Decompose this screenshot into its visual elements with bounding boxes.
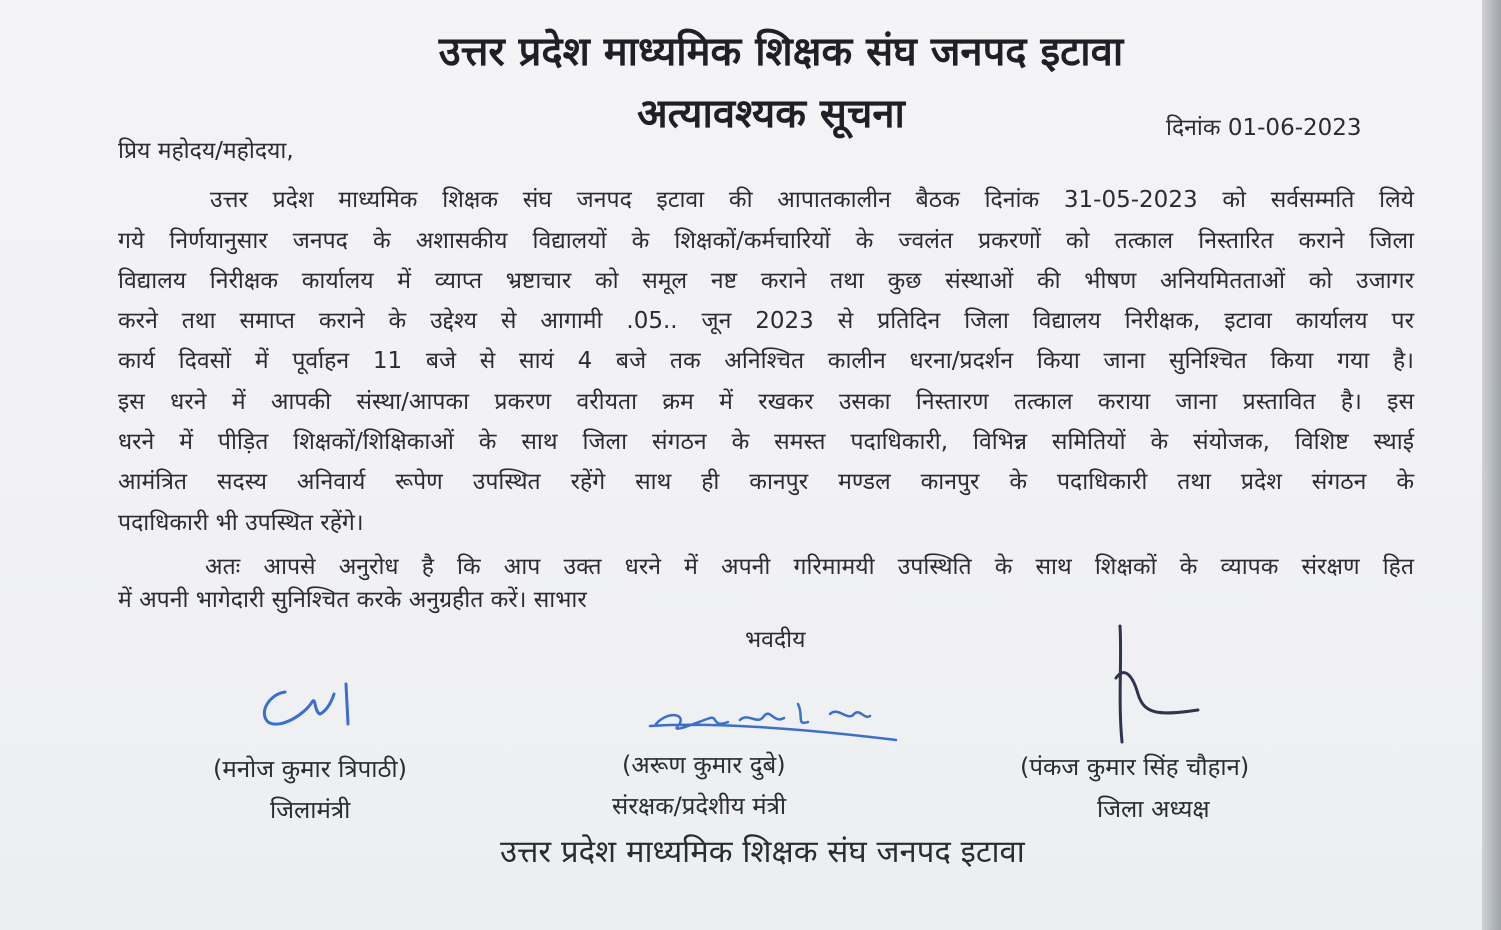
body-line: उत्तर प्रदेश माध्यमिक शिक्षक संघ जनपद इटावा की आपातकालीन बैठक दिनांक 31-05-2023 को सर्वसम्मति लिये (210, 187, 1414, 213)
signature-1 (250, 672, 380, 732)
notice-subtitle: अत्यावश्यक सूचना (637, 91, 905, 137)
body-line: गये निर्णयानुसार जनपद के अशासकीय विद्यालयों के शिक्षकों/कर्मचारियों के ज्वलंत प्रकरणों को तत्काल निस्तारित कराने जिला (118, 228, 1414, 254)
notice-date: दिनांक 01-06-2023 (1166, 115, 1362, 141)
signatory-name: (अरूण कुमार दुबे) (622, 751, 786, 779)
body-line: पदाधिकारी भी उपस्थित रहेंगे। (118, 510, 364, 536)
signature-2 (648, 692, 908, 747)
body-line: धरने में पीड़ित शिक्षकों/शिक्षिकाओं के साथ जिला संगठन के समस्त पदाधिकारी, विभिन्न समितियों के संयोजक, विशिष्ट स्थाई (118, 429, 1414, 455)
paper-edge (1482, 0, 1501, 930)
body-line: आमंत्रित सदस्य अनिवार्य रूपेण उपस्थित रहेंगे साथ ही कानपुर मण्डल कानपुर के पदाधिकारी तथा प्रदेश संगठन के (118, 469, 1414, 495)
signatory-name: (मनोज कुमार त्रिपाठी) (213, 755, 407, 783)
signatory-role: जिला अध्यक्ष (1097, 795, 1210, 823)
signature-3 (1100, 620, 1210, 750)
body-line: विद्यालय निरीक्षक कार्यालय में व्याप्त भ्रष्टाचार को समूल नष्ट कराने तथा कुछ संस्थाओं की भीषण अनियमितताओं को उजागर (118, 268, 1414, 294)
body-line: में अपनी भागेदारी सुनिश्चित करके अनुग्रहीत करें। साभार (118, 587, 587, 613)
body-line: करने तथा समाप्त कराने के उद्देश्य से आगामी .05.. जून 2023 से प्रतिदिन जिला विद्यालय निरीक्षक, इटावा कार्यालय पर (118, 308, 1414, 334)
body-line: अतः आपसे अनुरोध है कि आप उक्त धरने में अपनी गरिमामयी उपस्थिति के साथ शिक्षकों के व्यापक संरक्षण हित (205, 554, 1414, 580)
signatory-role: संरक्षक/प्रदेशीय मंत्री (612, 792, 787, 820)
letterhead-footer: उत्तर प्रदेश माध्यमिक शिक्षक संघ जनपद इटावा (500, 834, 1025, 870)
signatory-name: (पंकज कुमार सिंह चौहान) (1020, 753, 1250, 781)
body-line: कार्य दिवसों में पूर्वाहन 11 बजे से सायं 4 बजे तक अनिश्चित कालीन धरना/प्रदर्शन किया जाना सुनिश्चित किया गया है। (118, 348, 1414, 374)
signatory-role: जिलामंत्री (270, 796, 351, 824)
closing-text: भवदीय (745, 627, 806, 653)
letterhead-title: उत्तर प्रदेश माध्यमिक शिक्षक संघ जनपद इटावा (438, 29, 1124, 75)
salutation: प्रिय महोदय/महोदया, (118, 138, 294, 164)
body-line: इस धरने में आपकी संस्था/आपका प्रकरण वरीयता क्रम में रखकर उसका निस्तारण तत्काल कराया जाना प्रस्तावित है। इस (118, 389, 1414, 415)
